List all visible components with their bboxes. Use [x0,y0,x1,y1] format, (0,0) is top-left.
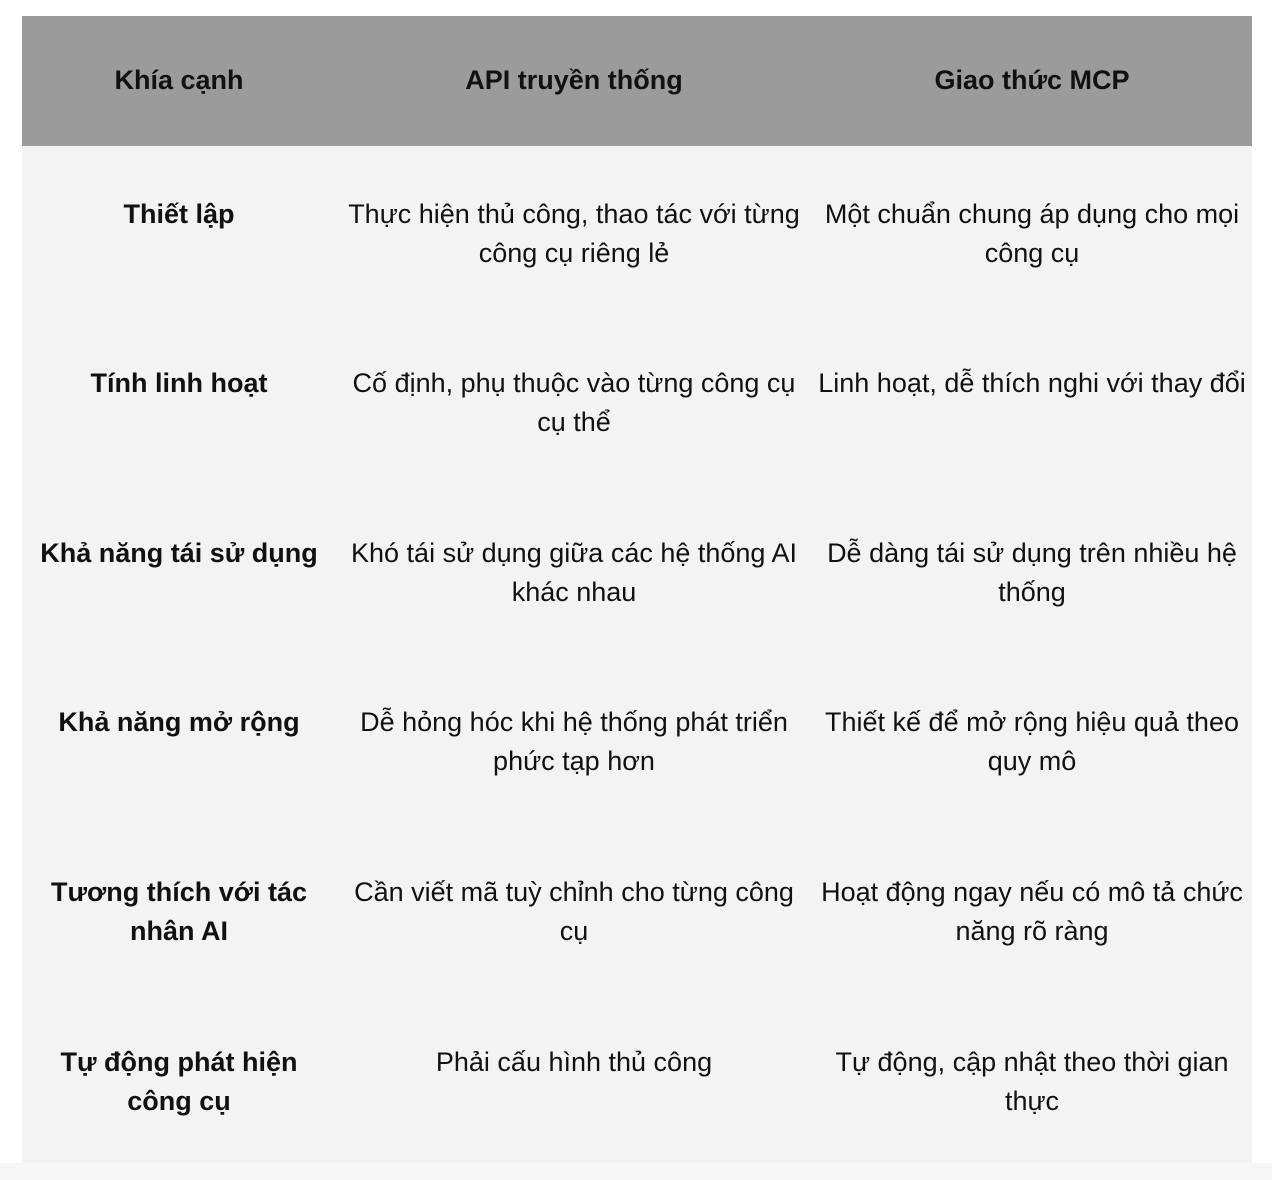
table-row [22,364,1252,534]
table-header-row [22,16,1252,146]
row-traditional-api-cell: Thực hiện thủ công, thao tác với từng công cụ riêng lẻ [348,199,800,268]
row-traditional-api-cell: Cố định, phụ thuộc vào từng công cụ cụ thể [352,368,796,437]
row-mcp-cell: Linh hoạt, dễ thích nghi với thay đổi [818,368,1246,398]
row-mcp-cell: Hoạt động ngay nếu có mô tả chức năng rõ ràng [821,877,1243,946]
row-mcp-cell: Thiết kế để mở rộng hiệu quả theo quy mô [825,707,1239,776]
row-mcp-cell: Dễ dàng tái sử dụng trên nhiều hệ thống [827,538,1237,607]
table-row [22,195,1252,365]
row-aspect-cell: Thiết lập [123,199,235,229]
header-mcp-protocol: Giao thức MCP [934,65,1130,95]
row-aspect-cell: Tính linh hoạt [90,368,268,398]
row-aspect-cell: Khả năng mở rộng [58,707,300,737]
table-row [22,1043,1252,1180]
table-row [22,534,1252,704]
comparison-table [22,16,1252,1163]
header-aspect: Khía cạnh [114,65,244,95]
table-row [22,703,1252,873]
row-traditional-api-cell: Cần viết mã tuỳ chỉnh cho từng công cụ [354,877,794,946]
row-traditional-api-cell: Khó tái sử dụng giữa các hệ thống AI khác nhau [351,538,797,607]
header-traditional-api: API truyền thống [465,65,683,95]
row-aspect-cell: Tự động phát hiện công cụ [60,1047,298,1116]
bottom-edge-strip [0,1163,1272,1180]
row-aspect-cell: Khả năng tái sử dụng [40,538,318,568]
row-traditional-api-cell: Dễ hỏng hóc khi hệ thống phát triển phức tạp hơn [360,707,788,776]
row-traditional-api-cell: Phải cấu hình thủ công [435,1047,713,1077]
row-aspect-cell: Tương thích với tác nhân AI [51,877,307,946]
row-mcp-cell: Tự động, cập nhật theo thời gian thực [835,1047,1229,1116]
table-row [22,873,1252,1043]
row-mcp-cell: Một chuẩn chung áp dụng cho mọi công cụ [824,199,1240,268]
